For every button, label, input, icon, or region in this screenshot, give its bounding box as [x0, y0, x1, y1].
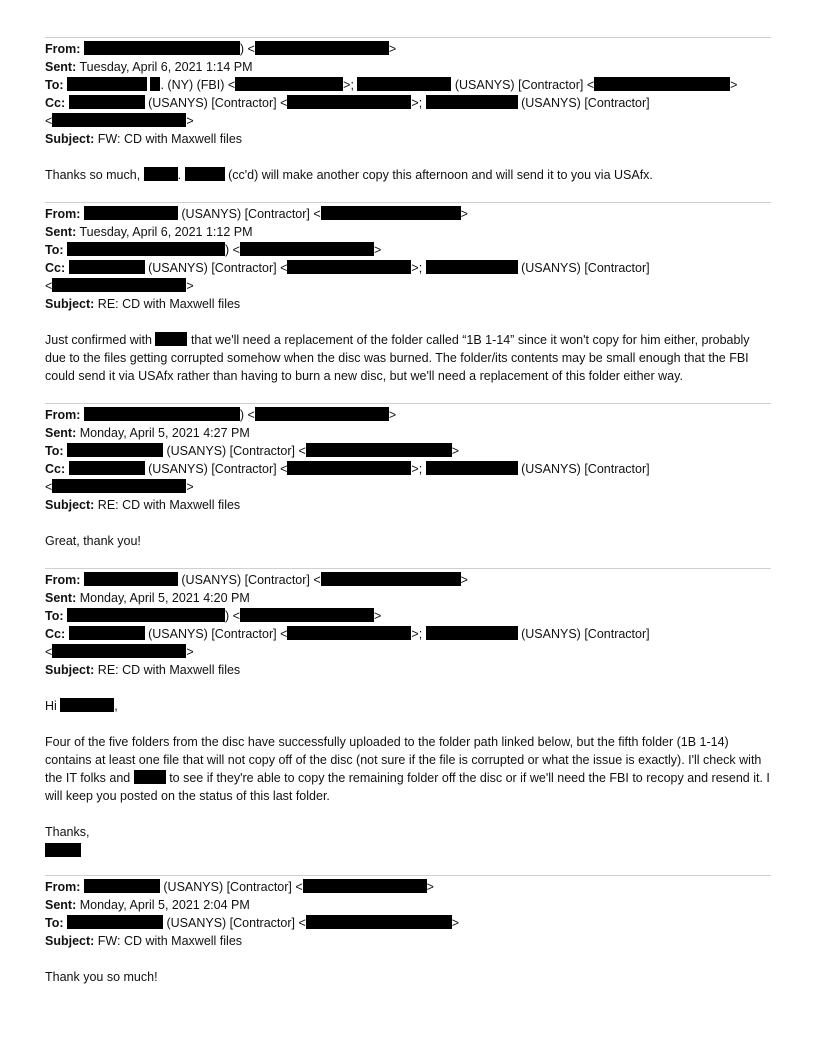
cc-text: >; [411, 261, 426, 275]
from-line [45, 205, 771, 223]
to-text: ) < [225, 243, 240, 257]
redaction [240, 242, 374, 256]
sent-line [45, 896, 771, 914]
from-text: ) < [239, 408, 255, 422]
from-line [45, 406, 771, 424]
to-text: ) < [225, 609, 240, 623]
cc-label: Cc: [45, 627, 66, 641]
to-label: To: [45, 444, 64, 458]
to-label: To: [45, 916, 64, 930]
body-text: Thanks so much, [45, 168, 144, 182]
to-line [45, 914, 771, 932]
redaction [306, 443, 452, 457]
subject-label: Subject: [45, 934, 95, 948]
sent-label: Sent: [45, 60, 77, 74]
body-text: . [177, 168, 185, 182]
from-text: > [460, 207, 468, 221]
redaction [84, 879, 160, 893]
redaction [67, 915, 163, 929]
cc-text: > [186, 645, 194, 659]
redaction [235, 77, 343, 91]
sent-line [45, 58, 771, 76]
redaction [287, 95, 411, 109]
redaction [67, 443, 163, 457]
body-paragraph: Thank you so much! [45, 970, 158, 984]
sent-date: Tuesday, April 6, 2021 1:14 PM [79, 60, 253, 74]
to-text: > [730, 78, 738, 92]
sent-label: Sent: [45, 591, 77, 605]
to-line [45, 607, 771, 625]
to-line [45, 76, 771, 94]
redaction [426, 626, 518, 640]
redaction [255, 41, 389, 55]
redaction [255, 407, 389, 421]
subject-line [45, 130, 771, 148]
cc-line [45, 460, 771, 478]
sent-date: Monday, April 5, 2021 4:20 PM [79, 591, 250, 605]
message-body [45, 968, 771, 986]
subject-line [45, 295, 771, 313]
to-text: > [451, 916, 460, 930]
subject-label: Subject: [45, 132, 95, 146]
from-label: From: [45, 42, 81, 56]
message-body [45, 166, 771, 184]
sent-date: Monday, April 5, 2021 2:04 PM [79, 898, 250, 912]
cc-label: Cc: [45, 261, 66, 275]
redaction [84, 41, 240, 55]
body-text: to see if they're able to copy the remaining folder off the disc or if we'll need the FBI to recopy and resend it. I will keep you posted on the status of this last folder. [45, 771, 770, 803]
subject-label: Subject: [45, 297, 95, 311]
sent-label: Sent: [45, 426, 77, 440]
subject-label: Subject: [45, 663, 95, 677]
from-text: (USANYS) [Contractor] < [177, 207, 321, 221]
redaction [287, 626, 411, 640]
redaction [69, 461, 145, 475]
to-label: To: [45, 78, 64, 92]
body-paragraph: Great, thank you! [45, 534, 141, 548]
subject-label: Subject: [45, 498, 95, 512]
redaction [52, 479, 186, 493]
to-text: . (NY) (FBI) < [160, 78, 236, 92]
cc-label: Cc: [45, 96, 66, 110]
email-message [45, 37, 771, 184]
redaction [52, 644, 186, 658]
closing-text: Thanks, [45, 825, 90, 839]
subject-text: RE: CD with Maxwell files [97, 498, 241, 512]
from-text: > [388, 408, 397, 422]
body-text: Four of the five folders from the disc have successfully uploaded to the folder path linked below, but the fifth folder (1B 1-14) contains at least one file that will not copy off of the disc (not sure if the file is corrupted or what the issue is exactly). I'll check with the IT folks and [45, 735, 762, 785]
cc-line [45, 259, 771, 277]
cc-text: (USANYS) [Contractor] [517, 261, 650, 275]
redaction [67, 77, 147, 91]
message-body [45, 331, 771, 385]
sent-line [45, 223, 771, 241]
email-thread [45, 37, 771, 1004]
to-text: (USANYS) [Contractor] < [451, 78, 595, 92]
to-text: (USANYS) [Contractor] < [163, 916, 306, 930]
redaction [67, 242, 225, 256]
redaction [52, 113, 186, 127]
from-text: > [460, 573, 468, 587]
cc-line [45, 625, 771, 643]
redaction [287, 461, 411, 475]
redaction [426, 260, 518, 274]
from-text: > [426, 880, 434, 894]
greeting [45, 697, 771, 715]
subject-text: RE: CD with Maxwell files [97, 297, 241, 311]
divider [45, 403, 771, 404]
body-paragraph [45, 733, 771, 805]
to-line [45, 442, 771, 460]
redaction [306, 915, 452, 929]
message-body [45, 697, 771, 857]
to-text: >; [343, 78, 358, 92]
redaction [144, 167, 178, 181]
divider [45, 202, 771, 203]
message-body [45, 532, 771, 550]
cc-line-continued [45, 478, 771, 496]
to-line [45, 241, 771, 259]
subject-line [45, 496, 771, 514]
email-message [45, 875, 771, 986]
from-label: From: [45, 880, 81, 894]
redaction [84, 206, 178, 220]
redaction [69, 95, 145, 109]
to-label: To: [45, 243, 64, 257]
cc-line-continued [45, 112, 771, 130]
cc-text: < [45, 480, 53, 494]
from-line [45, 571, 771, 589]
email-message [45, 403, 771, 550]
cc-line-continued [45, 277, 771, 295]
sent-line [45, 424, 771, 442]
body-text: Just confirmed with [45, 333, 156, 347]
to-label: To: [45, 609, 64, 623]
greeting-text: , [114, 699, 118, 713]
divider [45, 568, 771, 569]
divider [45, 875, 771, 876]
cc-text: > [186, 480, 194, 494]
to-text: > [451, 444, 460, 458]
email-message [45, 202, 771, 385]
cc-text: (USANYS) [Contractor] [517, 96, 650, 110]
from-label: From: [45, 207, 81, 221]
from-text: (USANYS) [Contractor] < [177, 573, 321, 587]
cc-text: (USANYS) [Contractor] < [144, 627, 288, 641]
redaction [321, 572, 461, 586]
from-label: From: [45, 573, 81, 587]
cc-text: < [45, 279, 53, 293]
email-message [45, 568, 771, 857]
signature-redaction [45, 843, 81, 857]
from-label: From: [45, 408, 81, 422]
closing [45, 823, 771, 857]
body-text: that we'll need a replacement of the folder called “1B 1-14” since it won't copy for him either, probably due to the files getting corrupted somehow when the disc was burned. The folder/its contents may be small enough that the FBI could send it via USAfx rather than having to burn a new disc, but we'll need a replacement of this folder either way. [45, 333, 750, 383]
from-text: ) < [239, 42, 255, 56]
cc-text: >; [411, 96, 426, 110]
to-text: > [373, 609, 382, 623]
redaction [150, 77, 160, 91]
to-text: (USANYS) [Contractor] < [163, 444, 306, 458]
redaction [594, 77, 730, 91]
sent-line [45, 589, 771, 607]
subject-line [45, 932, 771, 950]
body-paragraph [45, 166, 771, 184]
from-text: > [388, 42, 397, 56]
cc-text: > [186, 279, 194, 293]
redaction [52, 278, 186, 292]
body-paragraph [45, 331, 771, 385]
redaction [134, 770, 166, 784]
cc-text: < [45, 114, 53, 128]
from-line [45, 40, 771, 58]
sent-date: Monday, April 5, 2021 4:27 PM [79, 426, 250, 440]
redaction [287, 260, 411, 274]
redaction [303, 879, 427, 893]
to-text: > [373, 243, 382, 257]
cc-line-continued [45, 643, 771, 661]
subject-line [45, 661, 771, 679]
sent-label: Sent: [45, 225, 77, 239]
redaction [84, 407, 240, 421]
redaction [185, 167, 225, 181]
redaction [69, 626, 145, 640]
from-text: (USANYS) [Contractor] < [159, 880, 303, 894]
cc-text: >; [411, 462, 426, 476]
cc-text: (USANYS) [Contractor] < [144, 261, 288, 275]
redaction [60, 698, 114, 712]
cc-text: (USANYS) [Contractor] < [144, 462, 288, 476]
cc-text: (USANYS) [Contractor] < [144, 96, 288, 110]
greeting-text: Hi [45, 699, 61, 713]
redaction [240, 608, 374, 622]
redaction [426, 95, 518, 109]
from-line [45, 878, 771, 896]
cc-label: Cc: [45, 462, 66, 476]
redaction [357, 77, 451, 91]
subject-text: FW: CD with Maxwell files [97, 132, 243, 146]
cc-text: > [186, 114, 194, 128]
cc-text: (USANYS) [Contractor] [517, 462, 650, 476]
cc-line [45, 94, 771, 112]
cc-text: (USANYS) [Contractor] [517, 627, 650, 641]
redaction [321, 206, 461, 220]
redaction [426, 461, 518, 475]
redaction [69, 260, 145, 274]
subject-text: RE: CD with Maxwell files [97, 663, 241, 677]
divider [45, 37, 771, 38]
cc-text: >; [411, 627, 426, 641]
subject-text: FW: CD with Maxwell files [97, 934, 243, 948]
redaction [155, 332, 187, 346]
redaction [84, 572, 178, 586]
cc-text: < [45, 645, 53, 659]
sent-date: Tuesday, April 6, 2021 1:12 PM [79, 225, 253, 239]
body-text: (cc'd) will make another copy this afternoon and will send it to you via USAfx. [224, 168, 653, 182]
sent-label: Sent: [45, 898, 77, 912]
redaction [67, 608, 225, 622]
